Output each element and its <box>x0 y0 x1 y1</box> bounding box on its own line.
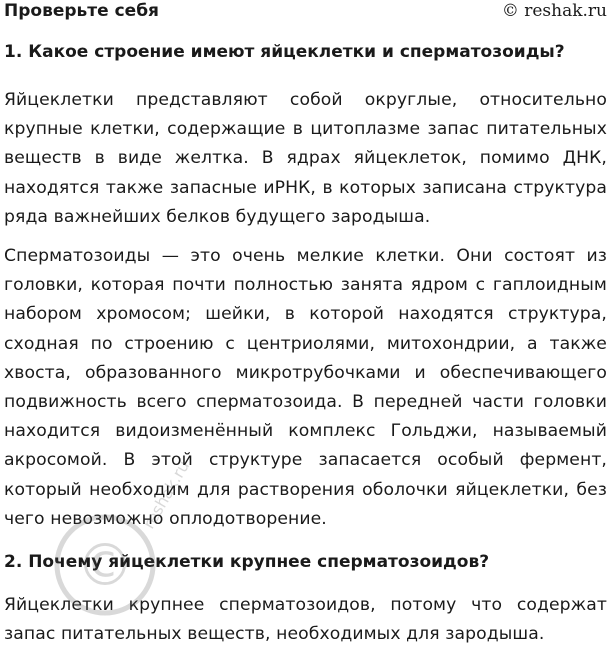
copyright-notice: © reshak.ru <box>501 1 607 21</box>
question-1-answer-paragraph-2: Сперматозоиды — это очень мелкие клетки. Они состоят из головки, которая почти полностью занята ядром с гаплоидным набором хромосом; шейки, в которой находятся структура, сходная по строению с центриолями, митохондрии, а также хвоста, образованного микротрубочками и обеспечивающего подвижность всего сперматозоида. В передней части головки находится видоизменённый комплекс Гольджи, называемый акросомой. В этой структуре запасается особый фермент, который необходим для растворения оболочки яйцеклетки, без чего невозможно оплодотворение. <box>4 246 607 529</box>
question-2-answer-paragraph: Яйцеклетки крупнее сперматозоидов, потому что содержат запас питательных веществ, необходимых для зародыша. <box>4 595 607 645</box>
question-1-title: 1. Какое строение имеют яйцеклетки и сперматозоиды? <box>4 42 565 62</box>
section-title: Проверьте себя <box>4 1 159 21</box>
watermark-c-glyph: © <box>76 531 134 599</box>
watermark-text: reshak.ru <box>139 457 194 532</box>
question-2-title: 2. Почему яйцеклетки крупнее сперматозоидов? <box>4 552 490 572</box>
question-1-answer-paragraph-1: Яйцеклетки представляют собой округлые, относительно крупные клетки, содержащие в цитоплазме запас питательных веществ в виде желтка. В ядрах яйцеклеток, помимо ДНК, находятся также запасные иРНК, в которых записана структура ряда важнейших белков будущего зародыша. <box>4 90 607 227</box>
